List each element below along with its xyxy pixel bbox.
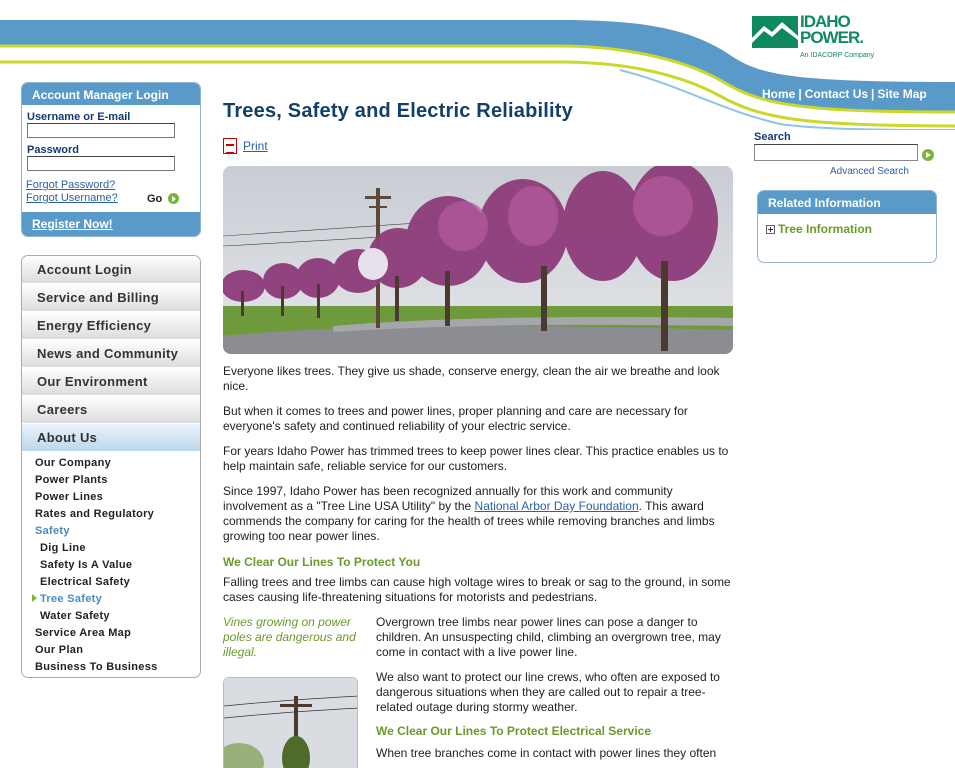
nav-energy-efficiency[interactable]: Energy Efficiency bbox=[22, 312, 200, 340]
go-label: Go bbox=[147, 193, 163, 205]
search-label: Search bbox=[754, 131, 791, 143]
subnav-power-lines[interactable]: Power Lines bbox=[35, 491, 104, 503]
main-content bbox=[223, 100, 734, 768]
logo-word-power: POWER. bbox=[800, 28, 863, 47]
falling-trees-paragraph: Falling trees and tree limbs can cause high voltage wires to break or sag to the ground, in some cases causing life-threatening situations for motorists and pedestrians. bbox=[223, 575, 731, 604]
nav-news-and-community[interactable]: News and Community bbox=[22, 340, 200, 368]
line-crews-paragraph: We also want to protect our line crews, who often are exposed to dangerous situations when they are called out to repair a tree-related outage during stormy weather. bbox=[376, 670, 720, 714]
go-arrow-icon bbox=[168, 193, 179, 204]
arbor-day-foundation-link[interactable]: National Arbor Day Foundation bbox=[474, 499, 639, 513]
caption-column bbox=[223, 615, 376, 768]
password-input[interactable] bbox=[27, 156, 175, 171]
subnav-power-plants[interactable]: Power Plants bbox=[35, 474, 108, 486]
subnav-our-company[interactable]: Our Company bbox=[35, 457, 112, 469]
branches-contact-paragraph: When tree branches come in contact with power lines they often bbox=[376, 746, 717, 760]
home-link[interactable]: Home bbox=[762, 87, 796, 101]
children-danger-paragraph: Overgrown tree limbs near power lines can pose a danger to children. An unsuspecting child, climbing an overgrown tree, may come in contact with a live power line. bbox=[376, 615, 721, 659]
left-navigation bbox=[21, 255, 201, 678]
forgot-username-link[interactable]: Forgot Username? bbox=[26, 192, 118, 204]
hero-image-flowering-trees bbox=[223, 166, 733, 354]
subnav-service-area-map[interactable]: Service Area Map bbox=[35, 627, 132, 639]
print-control bbox=[223, 138, 734, 154]
search-area bbox=[754, 131, 918, 177]
nav-account-login[interactable]: Account Login bbox=[22, 256, 200, 284]
separator: | bbox=[871, 87, 875, 101]
search-input[interactable] bbox=[754, 144, 918, 161]
idaho-power-logo[interactable] bbox=[752, 14, 882, 64]
nav-our-environment[interactable]: Our Environment bbox=[22, 368, 200, 396]
power-pole-vines-photo bbox=[223, 677, 358, 768]
two-column-section bbox=[223, 615, 734, 768]
subnav-our-plan[interactable]: Our Plan bbox=[35, 644, 84, 656]
trimming-paragraph: For years Idaho Power has trimmed trees to keep power lines clear. This practice enables us to help maintain safe, reliable service for our customers. bbox=[223, 444, 729, 473]
logo-subtitle: An IDACORP Company bbox=[800, 52, 875, 59]
about-us-submenu bbox=[22, 452, 200, 676]
account-login-box bbox=[21, 82, 201, 237]
login-go-button[interactable] bbox=[147, 191, 179, 205]
password-label: Password bbox=[27, 144, 79, 156]
tree-line-usa-paragraph bbox=[223, 484, 734, 544]
subnav-safety[interactable]: Safety bbox=[35, 525, 70, 537]
username-label: Username or E-mail bbox=[27, 111, 131, 123]
forgot-password-link[interactable]: Forgot Password? bbox=[26, 179, 116, 191]
tree-line-text-a: Since 1997, Idaho Power has been recognized annually for this work and community involvement as a "Tree Line USA Utility" by the bbox=[223, 484, 673, 513]
subnav-tree-safety-label: Tree Safety bbox=[40, 593, 103, 605]
site-map-link[interactable]: Site Map bbox=[877, 87, 927, 101]
subnav-tree-safety[interactable] bbox=[22, 591, 200, 608]
subnav-dig-line[interactable]: Dig Line bbox=[40, 542, 86, 554]
expand-plus-icon[interactable] bbox=[766, 225, 775, 234]
planning-paragraph: But when it comes to trees and power lines, proper planning and care are necessary for everyone's safety and continued reliability of your electric service. bbox=[223, 404, 688, 433]
logo-word-idaho: IDAHO bbox=[800, 12, 850, 31]
mountain-logo-icon bbox=[752, 16, 798, 48]
protect-service-heading: We Clear Our Lines To Protect Electrical Service bbox=[376, 724, 651, 738]
current-page-arrow-icon bbox=[32, 594, 37, 602]
separator: | bbox=[798, 87, 802, 101]
nav-careers[interactable]: Careers bbox=[22, 396, 200, 424]
register-now-link[interactable]: Register Now! bbox=[32, 217, 113, 231]
tree-line-text-b: . This award commends the company for caring for the health of trees while removing branches and limbs growing too near power lines. bbox=[223, 499, 715, 543]
related-information-title: Related Information bbox=[758, 191, 936, 214]
page-title: Trees, Safety and Electric Reliability bbox=[223, 100, 573, 122]
advanced-search-link[interactable]: Advanced Search bbox=[830, 166, 909, 177]
username-input[interactable] bbox=[27, 123, 175, 138]
nav-about-us[interactable]: About Us bbox=[22, 424, 200, 452]
vines-caption: Vines growing on power poles are dangerous and illegal. bbox=[223, 615, 356, 659]
top-links bbox=[762, 87, 927, 101]
tree-information-label: Tree Information bbox=[778, 222, 873, 236]
contact-us-link[interactable]: Contact Us bbox=[804, 87, 869, 101]
related-information-box bbox=[757, 190, 937, 263]
intro-paragraph: Everyone likes trees. They give us shade, conserve energy, clean the air we breathe and look nice. bbox=[223, 364, 720, 393]
protect-you-heading: We Clear Our Lines To Protect You bbox=[223, 555, 421, 569]
print-link[interactable]: Print bbox=[243, 139, 268, 153]
login-box-title: Account Manager Login bbox=[22, 83, 200, 105]
subnav-safety-is-a-value[interactable]: Safety Is A Value bbox=[40, 559, 133, 571]
subnav-rates-and-regulatory[interactable]: Rates and Regulatory bbox=[35, 508, 155, 520]
text-column bbox=[376, 615, 734, 768]
nav-service-and-billing[interactable]: Service and Billing bbox=[22, 284, 200, 312]
search-go-arrow-icon[interactable] bbox=[922, 149, 934, 161]
subnav-electrical-safety[interactable]: Electrical Safety bbox=[40, 576, 131, 588]
register-bar bbox=[22, 212, 200, 236]
pdf-icon[interactable] bbox=[223, 138, 237, 154]
subnav-water-safety[interactable]: Water Safety bbox=[40, 610, 110, 622]
tree-information-item[interactable] bbox=[758, 214, 936, 236]
subnav-business-to-business[interactable]: Business To Business bbox=[35, 661, 158, 673]
